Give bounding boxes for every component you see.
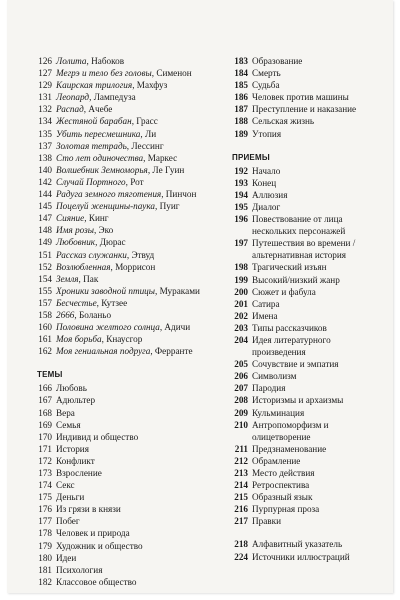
entry-title: Образование [252,56,303,66]
page-number: 173 [38,468,52,478]
page-number: 188 [234,116,248,127]
toc-entry [232,274,384,286]
toc-entry [232,189,384,201]
page-number: 183 [234,56,248,66]
page-number: 202 [234,310,248,321]
toc-entry [232,370,384,382]
toc-entry [232,298,384,310]
page-number: 172 [38,455,52,466]
entry-title: Смерть [252,68,281,79]
page-number: 166 [38,383,52,394]
devices-heading: ПРИЕМЫ [232,152,270,162]
toc-entry [37,382,199,394]
toc-entry [37,540,199,552]
page-number: 204 [234,334,248,345]
entry-title: Конец [252,177,277,188]
toc-entry [37,479,199,491]
book-title: Любовник [56,237,96,248]
toc-entry [37,503,199,515]
book-title: Распад [56,104,84,115]
book-title: Жестяной барабан [56,116,132,127]
book-author: Махфуз [136,80,168,91]
book-author: Пак [83,273,99,284]
entry-title: Индивид и общество [56,431,139,442]
toc-entry [37,249,199,261]
book-title: Хроники заводной птицы [56,285,155,296]
entry-title: Путешествия во времени / альтернативная история [252,238,356,261]
book-author: Мураками [159,285,200,296]
toc-entry [232,515,384,527]
toc-entry [232,491,384,503]
entry-title: Ретроспектива [252,480,310,491]
devices-list [232,165,384,528]
entry-title: Поцелуй женщины-паука, Пуиг [56,201,180,212]
entry-title: Алфавитный указатель [252,539,343,550]
entry-title: Лолита, Набоков [56,56,125,66]
toc-entry [37,394,199,406]
page-number: 170 [38,431,52,442]
toc-entry [37,79,199,91]
toc-entry [37,91,199,103]
toc-entry [232,165,384,177]
entry-title: Радуга земного тяготения, Пинчон [56,189,197,200]
entry-title: Сто лет одиночества, Маркес [56,152,178,163]
toc-entry [232,394,384,406]
book-author: Адичи [164,322,191,333]
entry-title: Трагический изъян [252,262,327,273]
entry-title: Волшебник Земноморья, Ле Гуин [56,164,185,175]
book-author: Набоков [91,56,125,66]
entry-title: Судьба [252,80,280,91]
entry-title: Бесчестье, Кутзее [56,297,128,308]
toc-entry [37,164,199,176]
page-number: 131 [38,92,52,103]
toc-entry [232,551,384,563]
toc-entry [37,261,199,273]
toc-entry [37,236,199,248]
book-title: Каирская трилогия [56,80,133,91]
book-author: Боланьо [78,309,112,320]
entry-title: Место действия [252,468,315,478]
entry-title: Человек и природа [56,528,130,539]
toc-entry [232,91,384,103]
entry-title: Любовь [56,383,87,394]
toc-entry [232,467,384,479]
entry-title: Побег [56,516,80,527]
toc-entry [37,285,199,297]
page-number: 214 [234,480,248,491]
page-number: 207 [234,383,248,394]
entry-title: Хроники заводной птицы, Мураками [56,285,200,296]
page-number: 181 [38,564,52,575]
entry-title: Преступление и наказание [252,104,357,115]
entry-title: Моя гениальная подруга, Ферранте [56,346,193,357]
book-author: Моррисон [115,261,156,272]
entry-title: Любовник, Дюрас [56,237,126,248]
book-author: Кнаусгор [106,334,143,345]
entry-title: Кульминация [252,407,305,418]
entry-title: Психология [56,564,103,575]
toc-entry [37,333,199,345]
page-number: 205 [234,359,248,370]
themes-continued-list [232,55,384,140]
entry-title: Высокий/низкий жанр [252,274,340,285]
page-number: 189 [234,128,248,139]
toc-entry [232,237,384,261]
book-author: Эко [98,225,114,236]
toc-entry [37,297,199,309]
page-number: 203 [234,322,248,333]
page-number: 145 [38,201,52,212]
book-title: Моя борьба [56,334,102,345]
entry-title: Сатира [252,298,280,309]
page-number: 135 [38,128,52,139]
book-author: Кинг [88,213,109,224]
page-number: 154 [38,273,52,284]
entry-title: Убить пересмешника, Ли [56,128,157,139]
page-number: 198 [234,262,248,273]
book-author: Ле Гуин [152,164,185,175]
page-number: 148 [38,225,52,236]
page-number: 151 [38,249,52,260]
toc-entry [232,443,384,455]
page-number: 176 [38,504,52,515]
page-number: 175 [38,492,52,503]
toc-entry [37,321,199,333]
entry-title: Пародия [252,383,286,394]
entry-title: Конфликт [56,455,95,466]
toc-entry [37,407,199,419]
toc-left-column [37,55,199,588]
toc-entry [37,443,199,455]
book-author: Ли [144,128,157,139]
page-number: 211 [234,443,248,454]
toc-entry [37,103,199,115]
toc-entry [37,176,199,188]
book-title: Рассказ служанки [56,249,127,260]
entry-title: Сельская жизнь [252,116,315,127]
page-number: 140 [38,164,52,175]
page-number: 208 [234,395,248,406]
page-number: 210 [234,419,248,430]
toc-entry [232,407,384,419]
page-number: 186 [234,92,248,103]
entry-title: Моя борьба, Кнаусгор [56,334,143,345]
toc-entry [232,79,384,91]
entry-title: Правки [252,516,282,527]
toc-entry [232,419,384,443]
page-number: 129 [38,80,52,91]
book-page [7,0,393,593]
toc-entry [37,224,199,236]
entry-title: История [56,443,89,454]
page-number: 218 [234,539,248,550]
book-title: Поцелуй женщины-паука [56,201,155,212]
book-title: Сияние [56,213,85,224]
book-author: Кутзее [101,297,128,308]
page-number: 180 [38,552,52,563]
toc-entry [232,322,384,334]
page-number: 215 [234,492,248,503]
entry-title: Образный язык [252,492,313,503]
toc-entry [37,455,199,467]
entry-title: Обрамление [252,455,301,466]
toc-entry [37,188,199,200]
book-title: Имя розы [56,225,94,236]
page-number: 182 [38,576,52,587]
book-title: Половина желтого солнца [56,322,160,333]
book-author: Грасс [136,116,158,127]
book-author: Маркес [147,152,178,163]
books-list [37,55,199,357]
page-number: 196 [234,214,248,225]
page-number: 158 [38,309,52,320]
page-number: 195 [234,201,248,212]
entry-title: Человек против машины [252,92,349,103]
entry-title: Утопия [252,128,282,139]
toc-entry [37,152,199,164]
page-number: 157 [38,297,52,308]
entry-title: Антропоморфизм и олицетворение [252,419,329,442]
page-number: 197 [234,238,248,249]
page-number: 194 [234,189,248,200]
entry-title: Семья [56,419,81,430]
entry-title: Символизм [252,371,297,382]
entry-title: Вера [56,407,75,418]
toc-entry [37,467,199,479]
page-number: 213 [234,468,248,478]
page-number: 162 [38,346,52,357]
page-number: 199 [234,274,248,285]
book-title: Случай Портного [56,176,126,187]
entry-title: Мегрэ и тело без головы, Сименон [56,68,192,79]
entry-title: Предзнаменование [252,443,327,454]
toc-entry [37,576,199,588]
entry-title: Половина желтого солнца, Адичи [56,322,191,333]
toc-entry [232,103,384,115]
page-number: 144 [38,189,52,200]
page-number: 127 [38,68,52,79]
page-number: 134 [38,116,52,127]
page-number: 184 [234,68,248,79]
page-number: 167 [38,395,52,406]
entry-title: Деньги [56,492,85,503]
page-number: 142 [38,176,52,187]
entry-title: Сочувствие и эмпатия [252,359,339,370]
toc-entry [232,177,384,189]
toc-entry [232,213,384,237]
entry-title: Источники иллюстраций [252,551,350,562]
book-title: Сто лет одиночества [56,152,144,163]
entry-title: Аллюзия [252,189,288,200]
toc-right-column [232,55,384,563]
toc-entry [232,128,384,140]
book-author: Пинчон [165,189,197,200]
entry-title: Сияние, Кинг [56,213,109,224]
page-number: 224 [234,551,248,562]
book-author: Этвуд [131,249,155,260]
toc-entry [232,55,384,67]
page-number: 200 [234,286,248,297]
page-number: 177 [38,516,52,527]
entry-title: Секс [56,480,75,491]
book-title: Моя гениальная подруга [56,346,151,357]
toc-entry [232,115,384,127]
page-number: 206 [234,371,248,382]
page-number: 147 [38,213,52,224]
page-number: 193 [234,177,248,188]
page-number: 212 [234,455,248,466]
entry-title: Пурпурная проза [252,504,320,515]
page-number: 137 [38,140,52,151]
page-number: 138 [38,152,52,163]
page-number: 169 [38,419,52,430]
page-number: 187 [234,104,248,115]
entry-title: Леопард, Лампедуза [56,92,136,103]
page-number: 179 [38,540,52,551]
book-title: Мегрэ и тело без головы [56,68,152,79]
book-title: Леопард [56,92,90,103]
page-number: 161 [38,334,52,345]
entry-title: Земля, Пак [56,273,99,284]
section-gap [232,527,384,538]
entry-title: Случай Портного, Рот [56,176,144,187]
entry-title: Начало [252,165,281,176]
book-title: Бесчестье [56,297,97,308]
book-author: Ферранте [154,346,193,357]
themes-list [37,382,199,588]
toc-entry [37,345,199,357]
page-number: 132 [38,104,52,115]
book-author: Дюрас [99,237,126,248]
entry-title: Диалог [252,201,281,212]
entry-title: Сюжет и фабула [252,286,316,297]
page-number: 217 [234,516,248,527]
entry-title: Взросление [56,468,102,478]
page-number: 152 [38,261,52,272]
book-title: Радуга земного тяготения [56,189,162,200]
toc-entry [232,201,384,213]
toc-entry [37,309,199,321]
toc-entry [37,212,199,224]
entry-title: Повествование от лица нескольких персонажей [252,214,346,237]
page-number: 209 [234,407,248,418]
toc-entry [232,479,384,491]
toc-entry [37,115,199,127]
entry-title: Из грязи в князи [56,504,121,515]
toc-entry [232,455,384,467]
entry-title: 2666, Боланьо [56,309,112,320]
toc-entry [232,538,384,550]
book-title: Волшебник Земноморья [56,164,148,175]
page-number: 160 [38,322,52,333]
entry-title: Имена [252,310,278,321]
toc-entry [232,261,384,273]
toc-entry [37,527,199,539]
entry-title: Имя розы, Эко [56,225,114,236]
toc-entry [37,564,199,576]
book-title: Золотая тетрадь [56,140,127,151]
entry-title: Историзмы и архаизмы [252,395,344,406]
book-title: 2666 [56,309,75,320]
book-author: Лессинг [131,140,164,151]
toc-entry [37,140,199,152]
toc-entry [37,552,199,564]
page-number: 126 [38,56,52,66]
entry-title: Идеи [56,552,77,563]
toc-entry [232,67,384,79]
entry-title: Художник и общество [56,540,143,551]
page-number: 168 [38,407,52,418]
toc-entry [232,382,384,394]
page-number: 192 [234,165,248,176]
book-author: Пуиг [159,201,180,212]
book-author: Ачебе [88,104,113,115]
entry-title: Адюльтер [56,395,96,406]
toc-entry [37,128,199,140]
page-number: 171 [38,443,52,454]
themes-heading: ТЕМЫ [37,370,63,380]
book-title: Земля [56,273,79,284]
toc-entry [37,419,199,431]
book-title: Возлюбленная [56,261,111,272]
page-number: 174 [38,480,52,491]
book-author: Лампедуза [93,92,136,103]
toc-entry [232,358,384,370]
entry-title: Типы рассказчиков [252,322,327,333]
book-title: Лолита [56,56,87,66]
toc-entry [37,431,199,443]
page-number: 185 [234,80,248,91]
entry-title: Классовое общество [56,576,137,587]
entry-title: Рассказ служанки, Этвуд [56,249,155,260]
toc-entry [232,334,384,358]
toc-entry [232,286,384,298]
page-number: 149 [38,237,52,248]
entry-title: Каирская трилогия, Махфуз [56,80,168,91]
book-title: Убить пересмешника [56,128,141,139]
back-matter-list [232,538,384,562]
page-number: 216 [234,504,248,515]
page-number: 178 [38,528,52,539]
toc-entry [37,200,199,212]
entry-title: Распад, Ачебе [56,104,113,115]
toc-entry [37,55,199,67]
book-author: Сименон [156,68,192,79]
toc-entry [37,273,199,285]
toc-entry [232,310,384,322]
page-number: 155 [38,285,52,296]
toc-entry [232,503,384,515]
entry-title: Жестяной барабан, Грасс [56,116,158,127]
entry-title: Возлюбленная, Моррисон [56,261,156,272]
page-number: 201 [234,298,248,309]
toc-entry [37,515,199,527]
toc-entry [37,67,199,79]
book-author: Рот [130,176,144,187]
toc-entry [37,491,199,503]
entry-title: Идея литературного произведения [252,334,331,358]
entry-title: Золотая тетрадь, Лессинг [56,140,164,151]
